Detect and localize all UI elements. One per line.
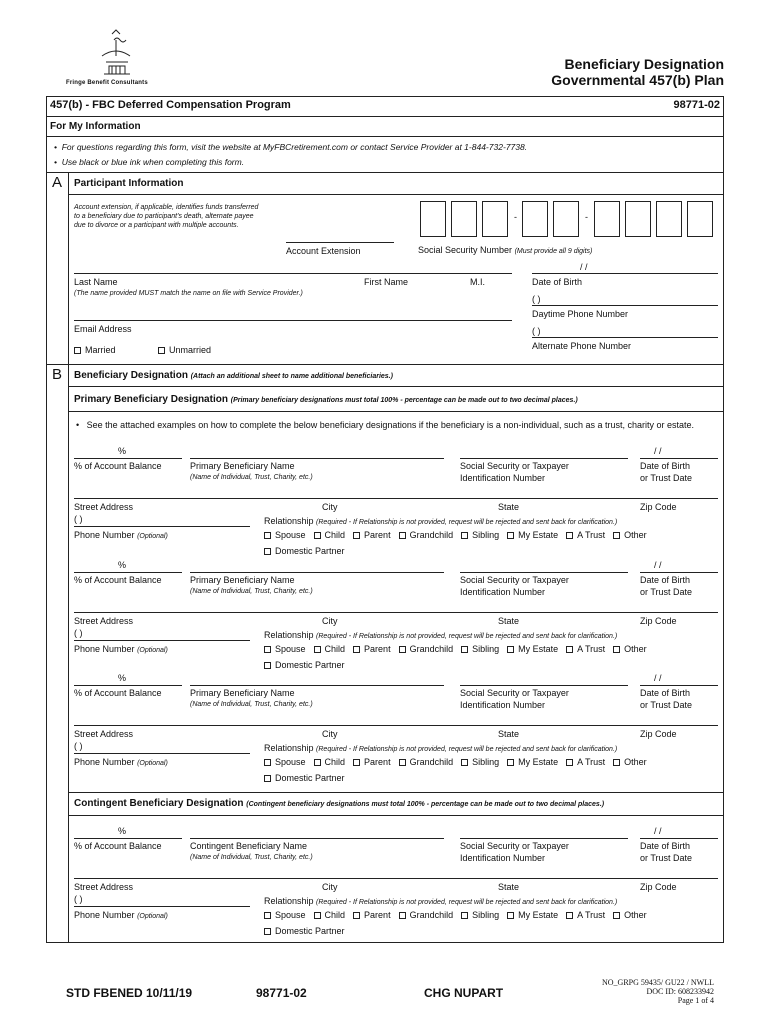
last-name-label: Last Name: [74, 277, 118, 287]
beneficiary-name-line[interactable]: [190, 685, 444, 686]
ssn-label-1: Social Security or Taxpayer: [460, 841, 569, 851]
dob-label-2: or Trust Date: [640, 853, 693, 863]
ssn-line[interactable]: [460, 458, 628, 459]
phone-label: Phone Number (Optional): [74, 644, 168, 654]
contingent-title: Contingent Beneficiary Designation (Contingent beneficiary designations must total 100% - percentage can be made out to two decimal places.): [74, 798, 605, 809]
married-checkbox[interactable]: [74, 347, 81, 354]
relationship-checkbox[interactable]: [507, 759, 514, 766]
street-label: Street Address: [74, 882, 134, 892]
relationship-option-spouse[interactable]: Spouse: [264, 910, 306, 920]
relationship-option-child[interactable]: Child: [314, 757, 346, 767]
plan-title: Governmental 457(b) Plan: [551, 72, 724, 88]
ssn-digit-2[interactable]: [451, 201, 477, 237]
dob-line[interactable]: [640, 685, 718, 686]
relationship-checkbox[interactable]: [264, 532, 271, 539]
dob-label-1: Date of Birth: [640, 461, 691, 471]
relationship-checkbox[interactable]: [353, 759, 360, 766]
unmarried-checkbox[interactable]: [158, 347, 165, 354]
relationship-option-other[interactable]: Other: [613, 910, 647, 920]
dob-label-2: or Trust Date: [640, 587, 693, 597]
name-note: (Name of Individual, Trust, Charity, etc.): [190, 854, 313, 861]
ssn-label-1: Social Security or Taxpayer: [460, 688, 569, 698]
relationship-checkbox[interactable]: [314, 912, 321, 919]
ssn-label: Social Security Number (Must provide all 9 digits): [418, 245, 593, 255]
state-label: State: [498, 502, 520, 512]
name-note: (Name of Individual, Trust, Charity, etc.): [190, 474, 313, 481]
address-line[interactable]: [74, 878, 718, 879]
relationship-option-parent[interactable]: Parent: [353, 757, 391, 767]
percent-line[interactable]: [74, 572, 182, 573]
relationship-checkbox[interactable]: [314, 759, 321, 766]
relationship-checkbox[interactable]: [613, 759, 620, 766]
ssn-label-1: Social Security or Taxpayer: [460, 461, 569, 471]
section-a-title: Participant Information: [74, 178, 184, 189]
address-line[interactable]: [74, 612, 718, 613]
relationship-checkbox[interactable]: [264, 646, 271, 653]
relationship-checkbox[interactable]: [461, 532, 468, 539]
dob-label-1: Date of Birth: [640, 841, 691, 851]
relationship-options: [264, 644, 655, 654]
pct-balance-label: % of Account Balance: [74, 575, 162, 585]
relationship-options: [264, 910, 655, 920]
percent-line[interactable]: [74, 838, 182, 839]
mi-label: M.I.: [470, 277, 485, 287]
relationship-option-parent[interactable]: Parent: [353, 644, 391, 654]
first-name-label: First Name: [364, 277, 409, 287]
dob-line[interactable]: [532, 273, 718, 274]
ssn-digit-6[interactable]: [594, 201, 620, 237]
ssn-digit-9[interactable]: [687, 201, 713, 237]
relationship-option-spouse[interactable]: Spouse: [264, 757, 306, 767]
relationship-checkbox[interactable]: [461, 646, 468, 653]
relationship-option-child[interactable]: Child: [314, 910, 346, 920]
info-bullet-2: • Use black or blue ink when completing this form.: [54, 157, 245, 167]
ssn-digit-7[interactable]: [625, 201, 651, 237]
relationship-option-a-trust[interactable]: A Trust: [566, 910, 605, 920]
dob-slashes: / /: [580, 262, 588, 272]
phone-label: Phone Number (Optional): [74, 757, 168, 767]
relationship-option-child[interactable]: Child: [314, 644, 346, 654]
percent-line[interactable]: [74, 458, 182, 459]
relationship-option-other[interactable]: Other: [613, 644, 647, 654]
city-label: City: [322, 729, 338, 739]
dob-label-2: or Trust Date: [640, 700, 693, 710]
dob-line[interactable]: [640, 458, 718, 459]
relationship-option-grandchild[interactable]: Grandchild: [399, 644, 454, 654]
relationship-option-other[interactable]: Other: [613, 757, 647, 767]
beneficiary-name-label: Primary Beneficiary Name: [190, 688, 295, 698]
zip-label: Zip Code: [640, 502, 677, 512]
dob-label-1: Date of Birth: [640, 688, 691, 698]
program-title: 457(b) - FBC Deferred Compensation Program: [50, 99, 291, 111]
relationship-label: Relationship (Required - If Relationship is not provided, request will be rejected and sent back for clarification.): [264, 896, 618, 906]
phone-line[interactable]: [74, 640, 250, 641]
state-label: State: [498, 616, 520, 626]
form-number: 98771-02: [673, 99, 720, 111]
relationship-option-spouse[interactable]: Spouse: [264, 644, 306, 654]
ssn-digit-4[interactable]: [522, 201, 548, 237]
state-label: State: [498, 729, 520, 739]
name-note: (The name provided MUST match the name on file with Service Provider.): [74, 290, 303, 297]
account-extension-label: Account Extension: [286, 246, 361, 256]
relationship-option-a-trust[interactable]: A Trust: [566, 530, 605, 540]
relationship-option-my-estate[interactable]: My Estate: [507, 757, 558, 767]
logo-caption: Fringe Benefit Consultants: [66, 80, 148, 86]
daytime-phone-paren: ( ): [532, 294, 541, 304]
address-line[interactable]: [74, 725, 718, 726]
footer-ref: [602, 978, 714, 1005]
relationship-option-domestic-partner[interactable]: Domestic Partner: [264, 546, 345, 556]
relationship-option-a-trust[interactable]: A Trust: [566, 757, 605, 767]
relationship-option-domestic-partner[interactable]: Domestic Partner: [264, 773, 345, 783]
account-extension-note: Account extension, if applicable, identifies funds transferred to a beneficiary due to participant's death, alternate payee due to divorce or a participant with multiple accounts.: [74, 204, 259, 229]
relationship-option-spouse[interactable]: Spouse: [264, 530, 306, 540]
relationship-option-my-estate[interactable]: My Estate: [507, 530, 558, 540]
daytime-phone-line[interactable]: [532, 305, 718, 306]
pct-balance-label: % of Account Balance: [74, 841, 162, 851]
relationship-checkbox[interactable]: [613, 532, 620, 539]
relationship-checkbox[interactable]: [314, 532, 321, 539]
relationship-checkbox[interactable]: [566, 912, 573, 919]
section-a-letter: A: [52, 174, 63, 191]
dob-label: Date of Birth: [532, 277, 583, 287]
unmarried-option[interactable]: Unmarried: [158, 345, 211, 355]
relationship-option-parent[interactable]: Parent: [353, 910, 391, 920]
relationship-option-grandchild[interactable]: Grandchild: [399, 757, 454, 767]
relationship-option-grandchild[interactable]: Grandchild: [399, 530, 454, 540]
relationship-checkbox[interactable]: [399, 912, 406, 919]
alt-phone-paren: ( ): [532, 326, 541, 336]
relationship-checkbox[interactable]: [613, 646, 620, 653]
ssn-label-2: Identification Number: [460, 587, 546, 597]
relationship-checkbox[interactable]: [399, 532, 406, 539]
relationship-checkbox[interactable]: [264, 775, 271, 782]
relationship-checkbox[interactable]: [507, 912, 514, 919]
alt-phone-label: Alternate Phone Number: [532, 341, 632, 351]
footer-ref-1: NO_GRPG 59435/ GU22 / NWLL: [602, 978, 714, 987]
footer-form-number: 98771-02: [256, 986, 307, 1000]
ssn-label-2: Identification Number: [460, 853, 546, 863]
ssn-digit-3[interactable]: [482, 201, 508, 237]
beneficiary-name-label: Contingent Beneficiary Name: [190, 841, 308, 851]
relationship-checkbox[interactable]: [461, 912, 468, 919]
info-bullet-1: • For questions regarding this form, visit the website at MyFBCretirement.com or contact Service Provider at 1-844-732-7738.: [54, 142, 528, 152]
zip-label: Zip Code: [640, 882, 677, 892]
beneficiary-name-line[interactable]: [190, 572, 444, 573]
relationship-checkbox[interactable]: [264, 912, 271, 919]
ssn-label-1: Social Security or Taxpayer: [460, 575, 569, 585]
footer-doc-id: DOC ID: 608233942: [646, 987, 714, 996]
percent-sign: %: [118, 446, 127, 456]
relationship-checkbox[interactable]: [507, 646, 514, 653]
zip-label: Zip Code: [640, 729, 677, 739]
beneficiary-name-line[interactable]: [190, 458, 444, 459]
relationship-option-sibling[interactable]: Sibling: [461, 910, 499, 920]
relationship-option-my-estate[interactable]: My Estate: [507, 910, 558, 920]
beneficiary-name-label: Primary Beneficiary Name: [190, 461, 295, 471]
relationship-option-sibling[interactable]: Sibling: [461, 644, 499, 654]
relationship-checkbox[interactable]: [264, 928, 271, 935]
name-note: (Name of Individual, Trust, Charity, etc.): [190, 588, 313, 595]
city-label: City: [322, 882, 338, 892]
dob-label-1: Date of Birth: [640, 575, 691, 585]
ssn-label-2: Identification Number: [460, 473, 546, 483]
date-slashes: / /: [654, 560, 662, 570]
relationship-checkbox[interactable]: [264, 548, 271, 555]
section-b-title: Beneficiary Designation (Attach an additional sheet to name additional beneficiaries.): [74, 370, 393, 381]
footer-std: STD FBENED 10/11/19: [66, 986, 193, 1000]
percent-sign: %: [118, 560, 127, 570]
alt-phone-line[interactable]: [532, 337, 718, 338]
relationship-checkbox[interactable]: [399, 646, 406, 653]
relationship-option-grandchild[interactable]: Grandchild: [399, 910, 454, 920]
city-label: City: [322, 616, 338, 626]
phone-paren: ( ): [74, 741, 83, 751]
relationship-option-other[interactable]: Other: [613, 530, 647, 540]
relationship-checkbox[interactable]: [566, 759, 573, 766]
relationship-checkbox[interactable]: [613, 912, 620, 919]
ssn-line[interactable]: [460, 685, 628, 686]
relationship-checkbox[interactable]: [399, 759, 406, 766]
daytime-phone-label: Daytime Phone Number: [532, 309, 629, 319]
address-line[interactable]: [74, 498, 718, 499]
relationship-option-parent[interactable]: Parent: [353, 530, 391, 540]
dob-line[interactable]: [640, 572, 718, 573]
phone-label: Phone Number (Optional): [74, 530, 168, 540]
relationship-label: Relationship (Required - If Relationship is not provided, request will be rejected and sent back for clarification.): [264, 630, 618, 640]
name-note: (Name of Individual, Trust, Charity, etc.): [190, 701, 313, 708]
relationship-option-sibling[interactable]: Sibling: [461, 530, 499, 540]
phone-paren: ( ): [74, 628, 83, 638]
email-line[interactable]: [74, 320, 512, 321]
pct-balance-label: % of Account Balance: [74, 688, 162, 698]
relationship-checkbox[interactable]: [353, 532, 360, 539]
ssn-digit-1[interactable]: [420, 201, 446, 237]
date-slashes: / /: [654, 826, 662, 836]
relationship-checkbox[interactable]: [566, 646, 573, 653]
footer-chg: CHG NUPART: [424, 986, 504, 1000]
dob-line[interactable]: [640, 838, 718, 839]
phone-paren: ( ): [74, 894, 83, 904]
footer-page: Page 1 of 4: [677, 996, 714, 1005]
date-slashes: / /: [654, 446, 662, 456]
examples-bullet: • See the attached examples on how to complete the below beneficiary designations if the beneficiary is a non-individual, such as a trust, charity or estate.: [76, 420, 695, 430]
relationship-option-domestic-partner[interactable]: Domestic Partner: [264, 660, 345, 670]
section-b-letter: B: [52, 366, 63, 383]
relationship-options: [264, 757, 655, 767]
street-label: Street Address: [74, 616, 134, 626]
relationship-option-domestic-partner[interactable]: Domestic Partner: [264, 926, 345, 936]
street-label: Street Address: [74, 729, 134, 739]
relationship-checkbox[interactable]: [566, 532, 573, 539]
beneficiary-name-label: Primary Beneficiary Name: [190, 575, 295, 585]
relationship-checkbox[interactable]: [507, 532, 514, 539]
relationship-option-a-trust[interactable]: A Trust: [566, 644, 605, 654]
beneficiary-name-line[interactable]: [190, 838, 444, 839]
dob-label-2: or Trust Date: [640, 473, 693, 483]
relationship-option-my-estate[interactable]: My Estate: [507, 644, 558, 654]
relationship-label: Relationship (Required - If Relationship is not provided, request will be rejected and sent back for clarification.): [264, 743, 618, 753]
ssn-line[interactable]: [460, 838, 628, 839]
phone-label: Phone Number (Optional): [74, 910, 168, 920]
percent-sign: %: [118, 673, 127, 683]
relationship-checkbox[interactable]: [264, 662, 271, 669]
primary-title: Primary Beneficiary Designation (Primary beneficiary designations must total 100% - percentage can be made out to two decimal places.): [74, 394, 578, 405]
ssn-line[interactable]: [460, 572, 628, 573]
relationship-options: [264, 530, 655, 540]
relationship-option-child[interactable]: Child: [314, 530, 346, 540]
street-label: Street Address: [74, 502, 134, 512]
relationship-checkbox[interactable]: [353, 912, 360, 919]
city-label: City: [322, 502, 338, 512]
relationship-label: Relationship (Required - If Relationship is not provided, request will be rejected and sent back for clarification.): [264, 516, 618, 526]
date-slashes: / /: [654, 673, 662, 683]
relationship-option-sibling[interactable]: Sibling: [461, 757, 499, 767]
pct-balance-label: % of Account Balance: [74, 461, 162, 471]
relationship-checkbox[interactable]: [461, 759, 468, 766]
ssn-digit-8[interactable]: [656, 201, 682, 237]
email-label: Email Address: [74, 324, 132, 334]
phone-line[interactable]: [74, 526, 250, 527]
name-line[interactable]: [74, 273, 512, 274]
relationship-checkbox[interactable]: [353, 646, 360, 653]
phone-paren: ( ): [74, 514, 83, 524]
phone-line[interactable]: [74, 753, 250, 754]
info-heading: For My Information: [50, 121, 141, 132]
state-label: State: [498, 882, 520, 892]
relationship-checkbox[interactable]: [314, 646, 321, 653]
percent-sign: %: [118, 826, 127, 836]
ssn-label-2: Identification Number: [460, 700, 546, 710]
phone-line[interactable]: [74, 906, 250, 907]
percent-line[interactable]: [74, 685, 182, 686]
zip-label: Zip Code: [640, 616, 677, 626]
ssn-digit-5[interactable]: [553, 201, 579, 237]
form-title: Beneficiary Designation: [564, 56, 724, 72]
relationship-checkbox[interactable]: [264, 759, 271, 766]
married-option[interactable]: Married: [74, 345, 116, 355]
